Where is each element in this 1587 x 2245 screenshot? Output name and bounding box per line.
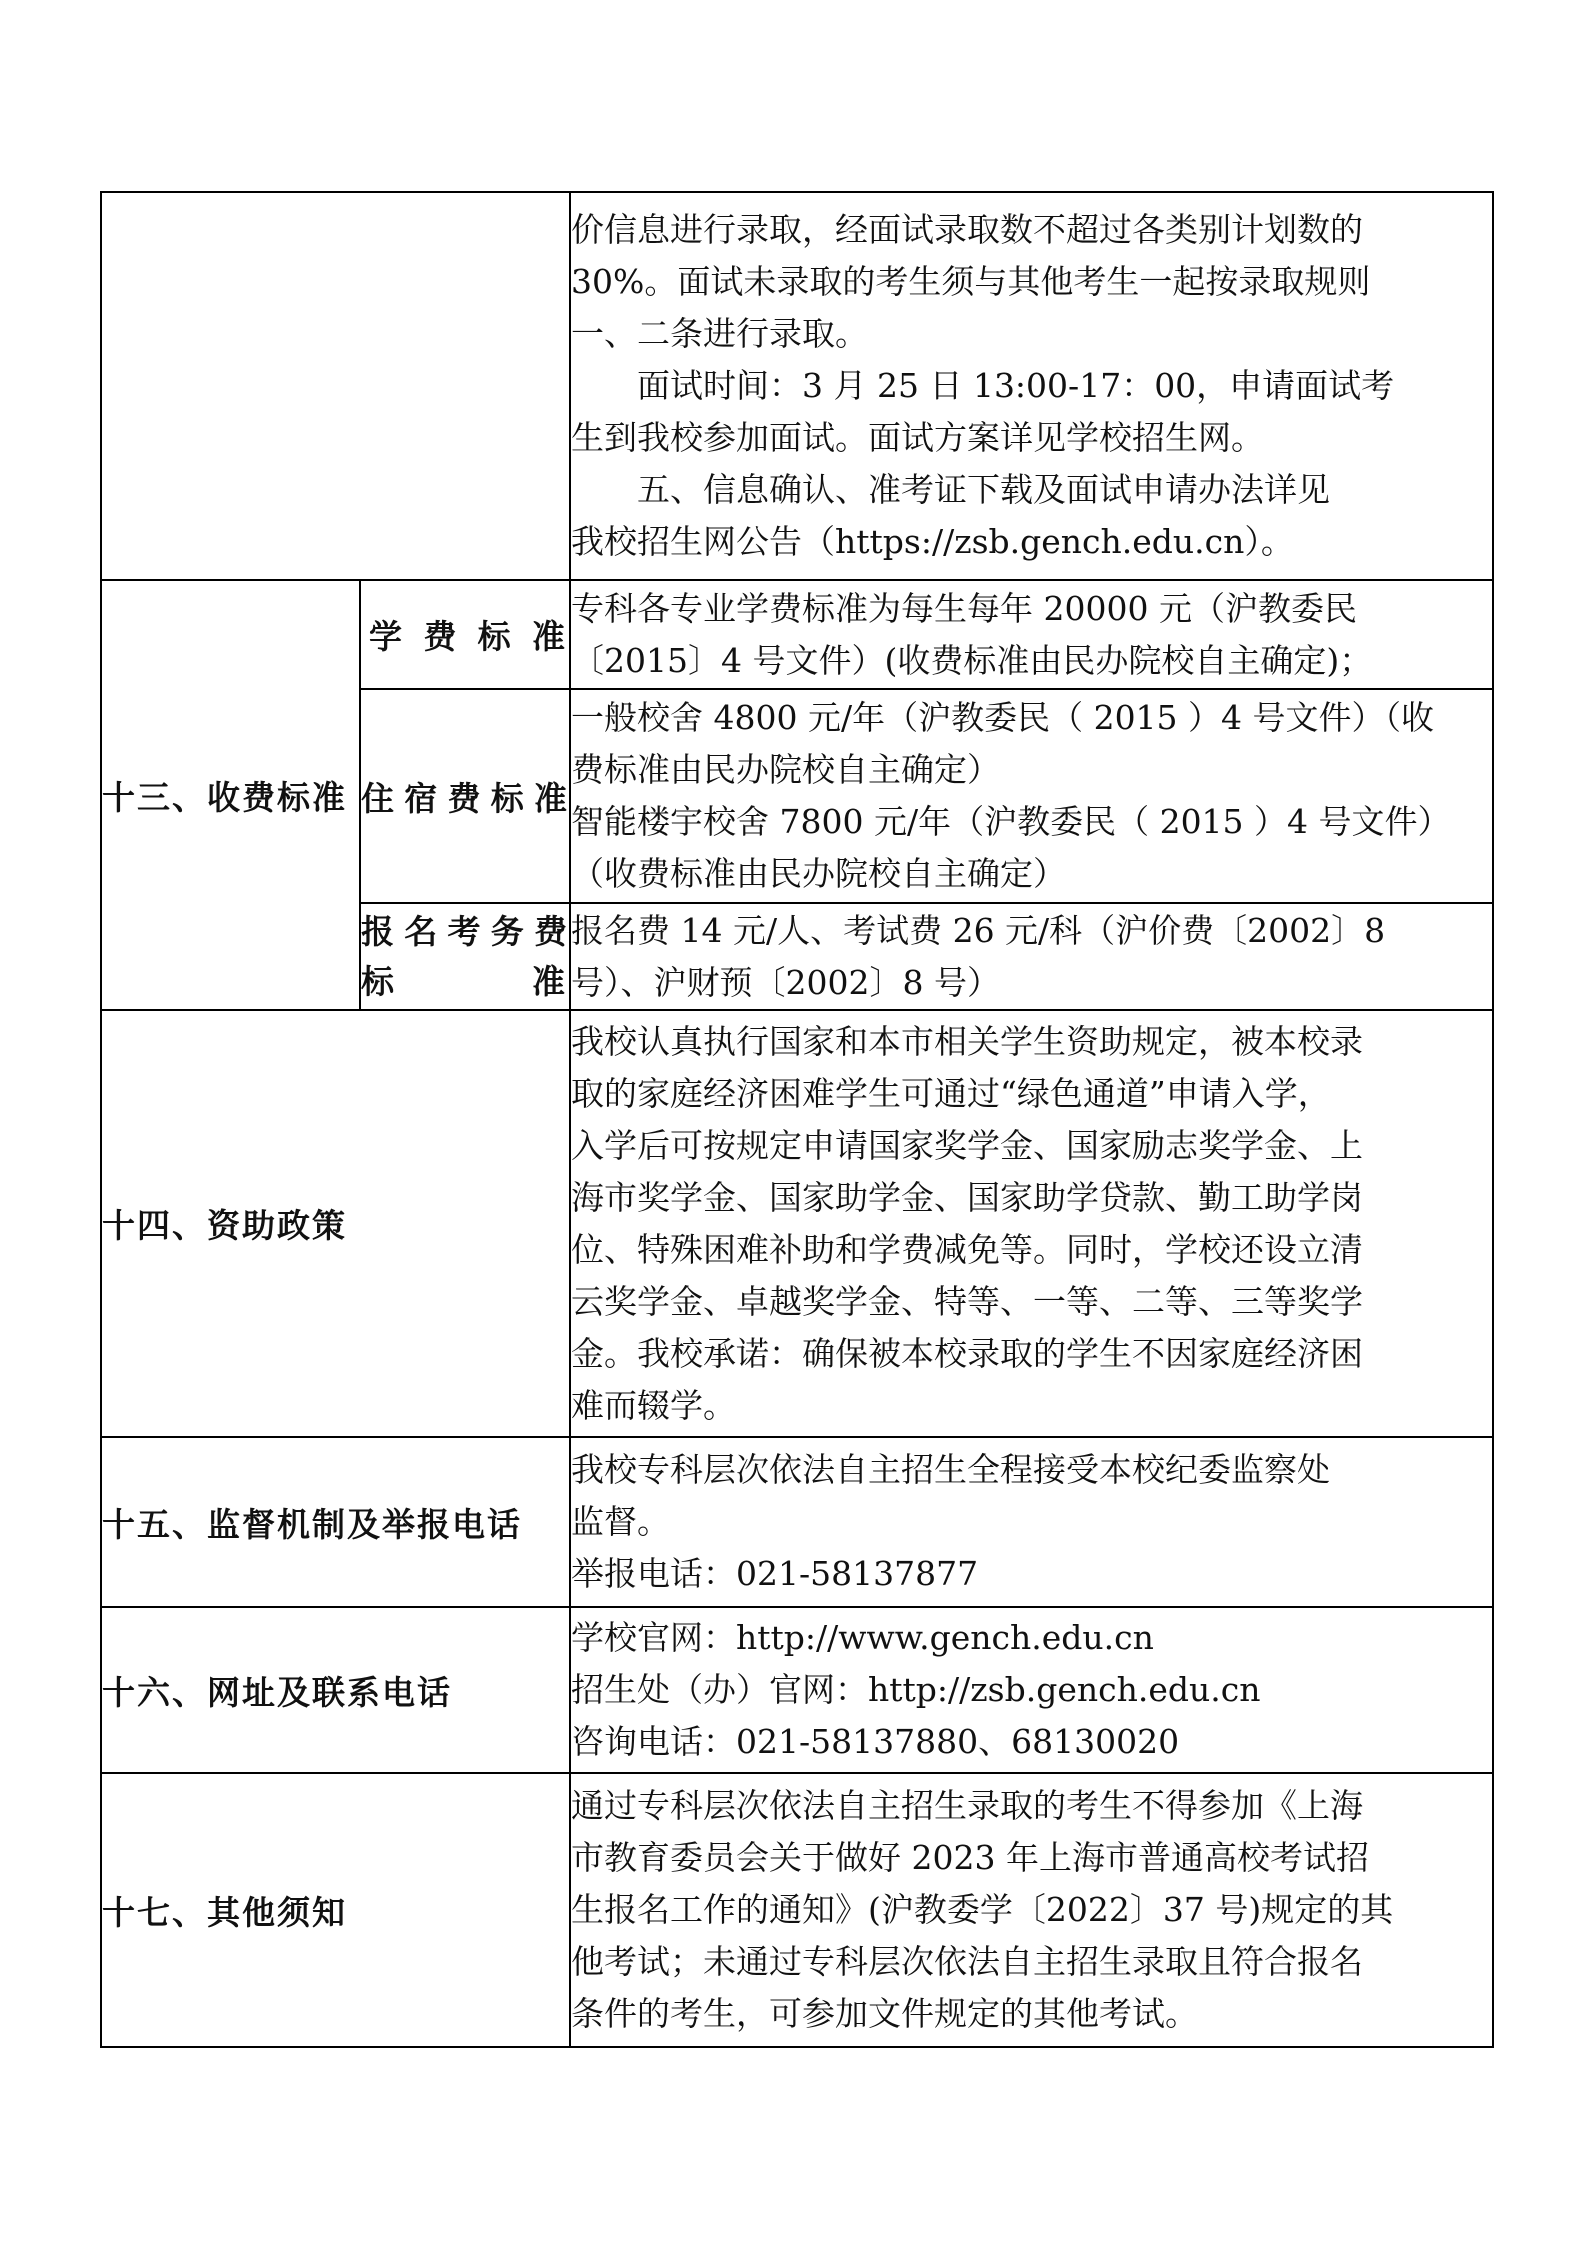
content-cell <box>570 1437 1493 1607</box>
content-cell <box>570 1607 1493 1773</box>
table-row-section-14 <box>101 1010 1493 1437</box>
text-line: 智能楼宇校舍 7800 元/年（沪教委民（ 2015 ）4 号文件） <box>571 802 1451 841</box>
text-line: 他考试；未通过专科层次依法自主招生录取且符合报名 <box>571 1942 1363 1981</box>
text-line: 五、信息确认、准考证下载及面试申请办法详见 <box>637 470 1330 509</box>
text-line: 生到我校参加面试。面试方案详见学校招生网。 <box>571 418 1264 457</box>
table-row-section-15 <box>101 1437 1493 1607</box>
section-label-contact: 十六、网址及联系电话 <box>101 1607 570 1773</box>
text-line: 入学后可按规定申请国家奖学金、国家励志奖学金、上 <box>571 1125 1363 1165</box>
sub-label-exam-fee: 报名考务费 标准 <box>360 903 570 1010</box>
phone-line: 咨询电话：021-58137880、68130020 <box>571 1722 1180 1761</box>
section-label-aid: 十四、资助政策 <box>101 1010 570 1437</box>
text-line: 〔2015〕4 号文件）(收费标准由民办院校自主确定)； <box>571 640 1373 680</box>
text-line: 我校认真执行国家和本市相关学生资助规定，被本校录 <box>571 1021 1363 1061</box>
text-line: 举报电话：021-58137877 <box>571 1554 979 1593</box>
text-line: 取的家庭经济困难学生可通过“绿色通道”申请入学， <box>571 1073 1331 1113</box>
text-line: 一、二条进行录取。 <box>571 314 868 353</box>
content-cell <box>570 903 1493 1010</box>
text-line: 面试时间：3 月 25 日 13:00-17：00，申请面试考 <box>637 366 1395 405</box>
table-row-section-16 <box>101 1607 1493 1773</box>
text-line: 海市奖学金、国家助学金、国家助学贷款、勤工助学岗 <box>571 1177 1363 1217</box>
content-cell <box>570 192 1493 580</box>
text-line: （收费标准由民办院校自主确定） <box>571 854 1066 893</box>
text-line: 一般校舍 4800 元/年（沪教委民（ 2015 ）4 号文件）（收 <box>571 698 1435 737</box>
section-label-notes: 十七、其他须知 <box>101 1773 570 2047</box>
content-cell <box>570 1773 1493 2047</box>
section-label-fees: 十三、收费标准 <box>101 580 360 1010</box>
text-line: 费标准由民办院校自主确定） <box>571 750 1000 789</box>
text-line: 号）、沪财预〔2002〕8 号） <box>571 962 1000 1002</box>
admission-info-table <box>100 191 1494 2048</box>
text-line: 市教育委员会关于做好 2023 年上海市普通高校考试招 <box>571 1838 1369 1877</box>
content-cell <box>570 1010 1493 1437</box>
text-line: 报名费 14 元/人、考试费 26 元/科（沪价费〔2002〕8 <box>571 910 1386 950</box>
website-line: 学校官网：http://www.gench.edu.cn <box>571 1618 1154 1657</box>
sub-label-lodging: 住宿费标准 <box>360 689 570 903</box>
content-cell <box>570 580 1493 689</box>
text-line: 位、特殊困难补助和学费减免等。同时，学校还设立清 <box>571 1229 1363 1269</box>
content-cell <box>570 689 1493 903</box>
text-line: 监督。 <box>571 1502 670 1541</box>
text-line: 难而辍学。 <box>571 1385 736 1425</box>
text-line: 专科各专业学费标准为每生每年 20000 元（沪教委民 <box>571 588 1357 628</box>
text-line: 价信息进行录取，经面试录取数不超过各类别计划数的 <box>571 210 1363 249</box>
table-row-fee-tuition <box>101 580 1493 689</box>
text-line: 条件的考生，可参加文件规定的其他考试。 <box>571 1994 1198 2033</box>
text-line: 云奖学金、卓越奖学金、特等、一等、二等、三等奖学 <box>571 1281 1363 1321</box>
table-row-section-12-continued <box>101 192 1493 580</box>
section-label-supervision: 十五、监督机制及举报电话 <box>101 1437 570 1607</box>
text-line: 30%。面试未录取的考生须与其他考生一起按录取规则 <box>571 262 1371 301</box>
text-line: 金。我校承诺：确保被本校录取的学生不因家庭经济困 <box>571 1333 1363 1373</box>
sub-label-tuition: 学费标准 <box>360 580 570 689</box>
empty-label-cell <box>101 192 570 580</box>
text-line: 通过专科层次依法自主招生录取的考生不得参加《上海 <box>571 1786 1363 1825</box>
text-line: 生报名工作的通知》(沪教委学〔2022〕37 号)规定的其 <box>571 1890 1394 1929</box>
table-row-section-17 <box>101 1773 1493 2047</box>
text-line: 我校招生网公告（https://zsb.gench.edu.cn）。 <box>571 522 1294 561</box>
text-line: 我校专科层次依法自主招生全程接受本校纪委监察处 <box>571 1450 1330 1489</box>
admissions-website-line: 招生处（办）官网：http://zsb.gench.edu.cn <box>571 1670 1261 1709</box>
